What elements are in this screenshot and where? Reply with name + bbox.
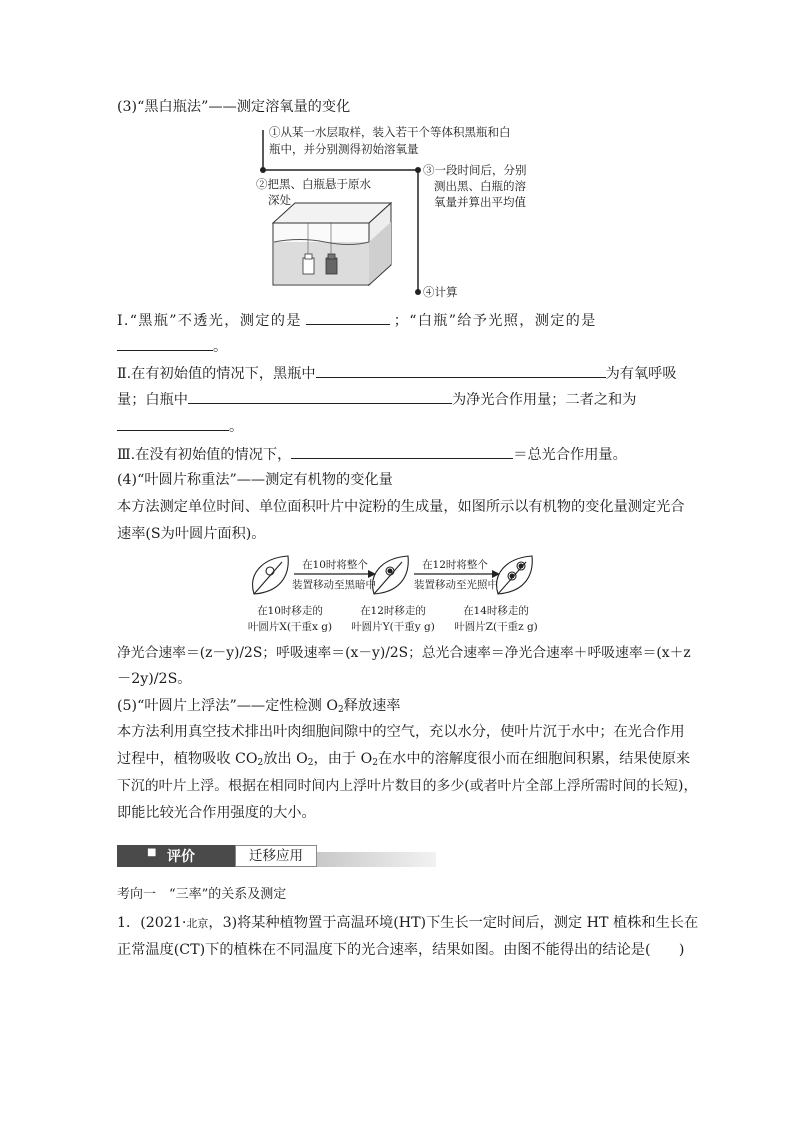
section3-heading: (3)“黑白瓶法”——测定溶氧量的变化 <box>117 99 351 115</box>
section5-heading-a: (5)“叶圆片上浮法”——定性检测 O <box>117 698 338 714</box>
step2-line2: 深处 <box>268 193 291 207</box>
blank-6[interactable] <box>291 444 513 459</box>
section5-line2-b: 放出 O <box>263 751 308 767</box>
step3-line3: 氧量并算出平均值 <box>434 195 526 209</box>
formula-line1: 净光合速率＝(z－y)/2S；呼吸速率＝(x－y)/2S；总光合速率＝净光合速率＋呼吸速率＝(x＋z <box>117 645 691 661</box>
question1-source: 北京 <box>186 917 209 930</box>
question-1 <box>117 310 597 331</box>
blank-2[interactable] <box>117 336 213 351</box>
section5-heading-sub: 2 <box>338 705 344 715</box>
question1-number: 1．(2021· <box>117 915 187 931</box>
step1-line1: ①从某一水层取样，装入若干个等体积黑瓶和白 <box>269 125 511 139</box>
section4-para-line2: 速率(S为叶圆片面积)。 <box>117 526 266 542</box>
leaf-disc-diagram <box>240 552 550 602</box>
step4-label: ④计算 <box>423 285 458 299</box>
section5-line1: 本方法利用真空技术排出叶肉细胞间隙中的空气，充以水分，使叶片沉于水中；在光合作用 <box>117 724 685 740</box>
question-1-cont <box>117 336 227 357</box>
q1-text-a: Ⅰ.“黑瓶”不透光，测定的是 <box>117 313 302 329</box>
question1-line2: 正常温度(CT)下的植株在不同温度下的光合速率，结果如图。由图不能得出的结论是( ) <box>117 942 685 958</box>
question-3 <box>117 444 627 465</box>
formula-line2: －2y)/2S。 <box>117 671 192 687</box>
q3-text-b: ＝总光合作用量。 <box>513 447 627 463</box>
q2-text-a: Ⅱ.在有初始值的情况下，黑瓶中 <box>117 366 316 382</box>
o2-subscript-2: 2 <box>372 758 378 768</box>
arrow1-top-label: 在10时将整个 <box>302 559 368 571</box>
q1-end: 。 <box>213 339 228 355</box>
q2-end: 。 <box>229 419 244 435</box>
question-2-cont2 <box>117 416 243 437</box>
question-2-cont <box>117 389 636 410</box>
q2-text-c: 量；白瓶中 <box>117 392 188 408</box>
section4-para-line1: 本方法测定单位时间、单位面积叶片中淀粉的生成量，如图所示以有机物的变化量测定光合 <box>117 499 685 515</box>
co2-subscript: 2 <box>257 758 264 768</box>
blank-1[interactable] <box>306 310 390 325</box>
leaf1-label-line1: 在10时移走的 <box>257 605 323 617</box>
section5-line3: 下沉的叶片上浮。根据在相同时间内上浮叶片数目的多少(或者叶片全部上浮所需时间的长短)， <box>117 778 698 794</box>
topic-heading: 考向一 “三率”的关系及测定 <box>117 887 287 902</box>
leaf3-label-line1: 在14时移走的 <box>463 605 529 617</box>
question1-text: ，3)将某种植物置于高温环境(HT)下生长一定时间后，测定 HT 植株和生长在 <box>208 915 699 931</box>
section5-line2-d: 在水中的溶解度很小而在细胞间积累，结果使原来 <box>377 751 691 767</box>
section5-line2 <box>117 749 690 773</box>
banner-gradient-bar <box>316 852 436 867</box>
o2-subscript-1: 2 <box>307 758 314 768</box>
q2-text-b: 为有氧呼吸 <box>605 366 677 382</box>
blank-4[interactable] <box>188 389 452 404</box>
banner-bullet: ■ <box>147 847 157 858</box>
transfer-application-tab[interactable]: 迁移应用 <box>235 845 317 867</box>
leaf1-label-line2: 叶圆片X(干重x g) <box>247 621 333 633</box>
banner-label: 评价 <box>167 849 195 865</box>
question1-line1 <box>117 913 698 934</box>
q2-text-d: 为净光合作用量；二者之和为 <box>451 392 637 408</box>
section5-heading <box>117 696 401 720</box>
blank-3[interactable] <box>316 363 606 378</box>
leaf2-label-line1: 在12时移走的 <box>360 605 426 617</box>
leaf2-label-line2: 叶圆片Y(干重y g) <box>351 621 435 633</box>
step1-line2: 瓶中，并分别测得初始溶氧量 <box>269 142 419 156</box>
q1-text-b: ；“白瓶”给予光照，测定的是 <box>393 313 597 329</box>
step2-line1: ②把黑、白瓶悬于原水 <box>256 177 371 191</box>
blank-5[interactable] <box>117 416 229 431</box>
step3-line2: 测出黑、白瓶的溶 <box>434 179 526 193</box>
step3-line1: ③一段时间后，分别 <box>423 163 527 177</box>
q3-text-a: Ⅲ.在没有初始值的情况下， <box>117 447 292 463</box>
section5-line2-a: 过程中，植物吸收 CO <box>117 751 258 767</box>
section5-heading-b: 释放速率 <box>343 698 401 714</box>
section5-line2-c: ，由于 O <box>313 751 373 767</box>
evaluation-banner <box>117 845 235 867</box>
question-2 <box>117 363 677 384</box>
section5-line4: 即能比较光合作用强度的大小。 <box>117 805 316 821</box>
arrow2-top-label: 在12时将整个 <box>422 559 488 571</box>
arrow1-bottom-label: 装置移动至黑暗中 <box>292 579 376 591</box>
section4-heading: (4)“叶圆片称重法”——测定有机物的变化量 <box>117 472 393 488</box>
leaf3-label-line2: 叶圆片Z(干重z g) <box>454 621 538 633</box>
arrow2-bottom-label: 装置移动至光照中 <box>414 579 498 591</box>
